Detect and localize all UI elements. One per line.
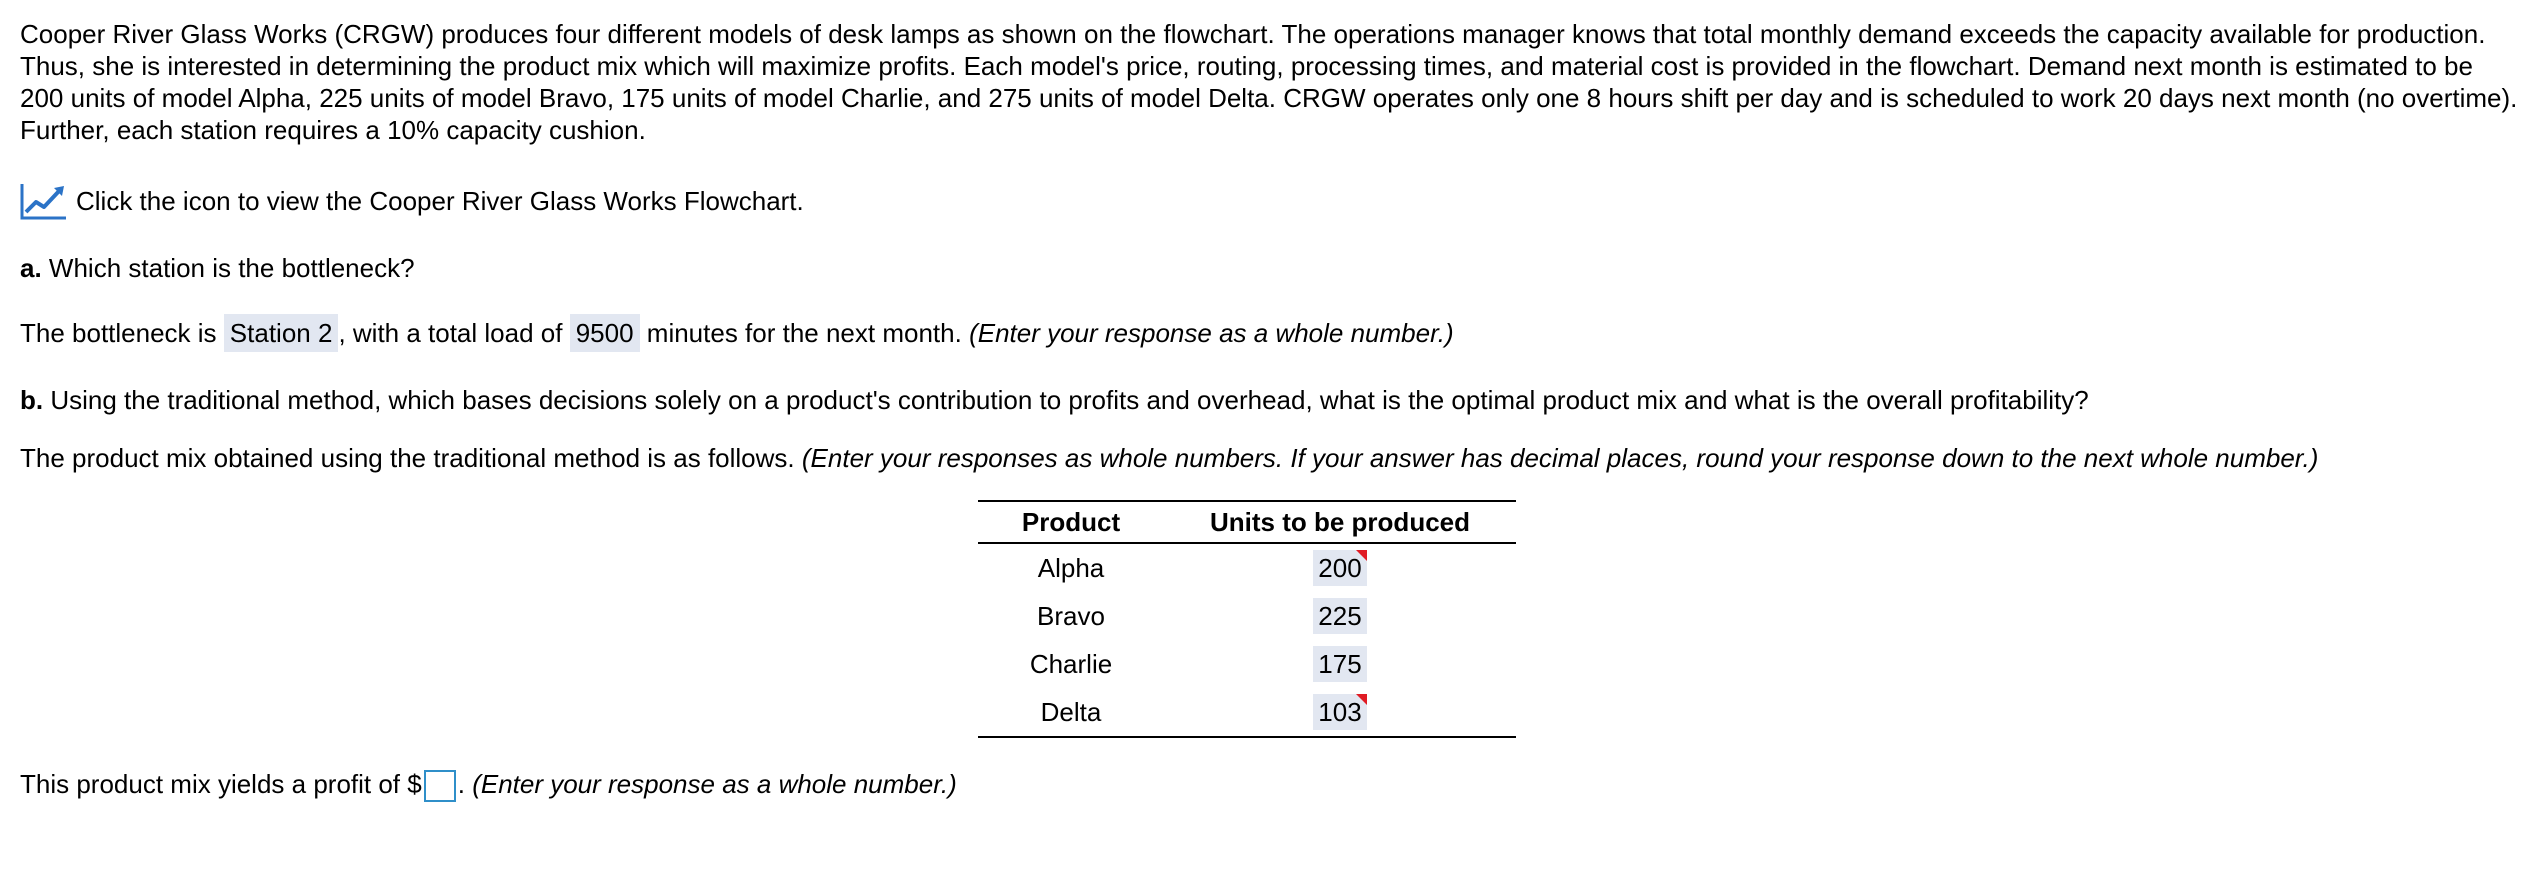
part-a-question [20,252,415,284]
table-row [978,592,1516,640]
profit-sentence [20,768,957,802]
table-row [978,688,1516,737]
chart-line-icon[interactable] [20,182,68,220]
part-a-hint: (Enter your response as a whole number.) [969,318,1454,348]
bottleneck-station-answer[interactable]: Station 2 [224,314,339,352]
product-name: Charlie [1029,648,1113,679]
profit-input[interactable] [424,770,456,802]
table-row [978,640,1516,688]
part-a-label: a. [20,253,42,283]
profit-suffix: . [457,769,465,799]
profit-hint: (Enter your response as a whole number.) [472,769,957,799]
part-b-question-text: Using the traditional method, which bases decisions solely on a product's contribution to profits and overhead, what is the optimal product mix and what is the overall profitability? [50,385,2089,415]
units-answer[interactable] [1313,694,1366,730]
part-a-text-3: minutes for the next month. [646,318,962,348]
table-row [978,543,1516,592]
units-value: 175 [1318,649,1362,679]
flowchart-link-text[interactable]: Click the icon to view the Cooper River Glass Works Flowchart. [76,185,804,216]
part-a-question-text: Which station is the bottleneck? [48,253,415,283]
units-cell [1164,543,1516,592]
problem-statement: Cooper River Glass Works (CRGW) produces four different models of desk lamps as shown on the flowchart. The operations manager knows that total monthly demand exceeds the capacity available for production. Thus, she is interested in determining the product mix which will maximize profits. Each model's price, routing, processing times, and material cost is provided in the flowchart. Demand next month is estimated to be 200 units of model Alpha, 225 units of model Bravo, 175 units of model Charlie, and 275 units of model Delta. CRGW operates only one 8 hours shift per day and is scheduled to work 20 days next month (no overtime). Further, each station requires a 10% capacity cushion. [20,19,2518,145]
units-cell [1164,640,1516,688]
product-mix-table [978,500,1516,738]
units-answer[interactable] [1313,550,1366,586]
mix-hint: (Enter your responses as whole numbers. If your answer has decimal places, round your response down to the next whole number.) [801,443,2319,473]
part-b-mix-intro [20,442,2318,474]
part-a-answer-sentence [20,314,1454,352]
product-name: Alpha [1037,552,1105,583]
incorrect-flag-icon [1356,550,1367,561]
header-units: Units to be produced [1164,501,1516,543]
header-product: Product [978,501,1164,543]
total-load-answer[interactable]: 9500 [570,314,640,352]
mix-intro-text: The product mix obtained using the traditional method is as follows. [20,443,795,473]
part-a-text-2: , with a total load of [338,318,563,348]
table-header-row [978,501,1516,543]
flowchart-link-row [20,182,804,220]
part-a-text-1: The bottleneck is [20,318,217,348]
part-b-label: b. [20,385,44,415]
profit-text: This product mix yields a profit of $ [20,769,422,799]
units-value: 225 [1318,601,1362,631]
units-cell [1164,592,1516,640]
incorrect-flag-icon [1356,694,1367,705]
part-b-question [20,384,2089,416]
product-mix-table-container [978,500,1516,738]
units-value: 200 [1318,553,1362,583]
units-answer[interactable] [1313,646,1366,682]
product-name: Bravo [1037,600,1105,631]
units-value: 103 [1318,697,1362,727]
units-answer[interactable] [1313,598,1366,634]
product-name: Delta [978,688,1164,737]
units-cell [1164,688,1516,737]
